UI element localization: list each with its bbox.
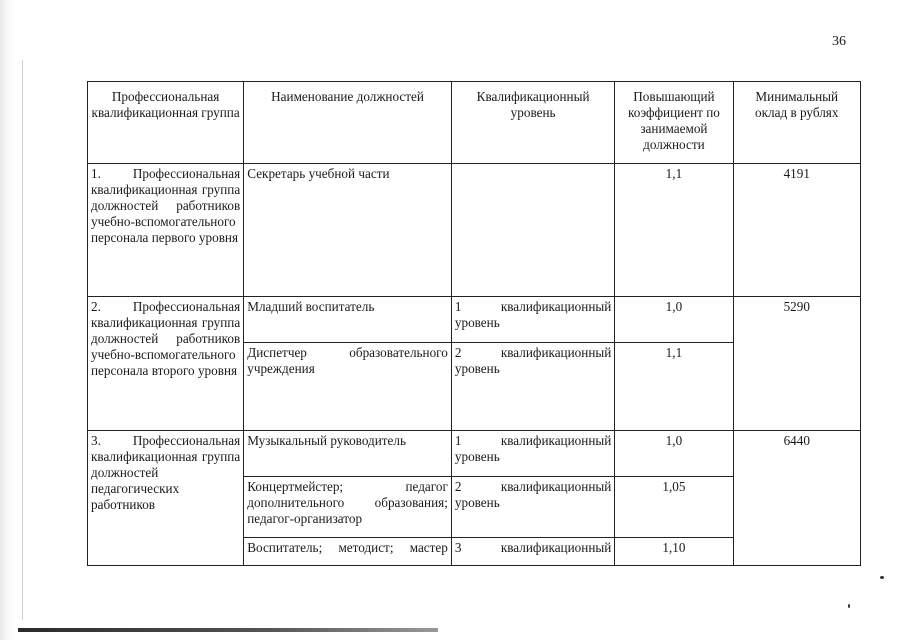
level-tail: уровень [454,448,500,464]
position-name [244,537,452,565]
header-coefficient: Повышающий коэффициент по занимаемой должности [615,82,733,164]
level-word: квалификационный [500,432,612,448]
page-number: 36 [832,34,846,49]
salary: 4191 [733,163,860,296]
level-tail: уровень [454,360,500,376]
level-number: 3 [454,539,462,555]
header-row [88,82,861,164]
group-label: 1. Профессиональная квалификационная группа должностей работников учебно-вспомогательного персонала первого уровня [88,163,244,296]
coefficient: 1,0 [615,430,733,476]
coefficient: 1,1 [615,163,733,296]
group-label: 3. Профессиональная квалификационная группа должностей педагогических работников [88,430,244,565]
scan-left-edge [0,0,14,640]
position-name: Младший воспитатель [244,297,452,342]
header-level: Квалификационный уровень [451,82,614,164]
level-number: 2 [454,344,462,360]
qualification-level [451,163,614,296]
position-name: Концертмейстер; педагог дополнительного образования; педагог-организатор [244,477,452,538]
salary-table [87,81,861,566]
scan-left-line [22,60,23,620]
header-position: Наименование должностей [244,82,452,164]
salary: 6440 [733,430,860,565]
level-word: квалификационный [500,299,612,315]
level-word: квалификационный [500,479,612,495]
table-row [88,163,861,296]
position-part: Воспитатель; [247,539,323,555]
scan-bottom-bar [18,628,438,632]
table-row [88,297,861,342]
qualification-level [451,430,614,476]
group-label: 2. Профессиональная квалификационная группа должностей работников учебно-вспомогательного персонала второго уровня [88,297,244,430]
position-name: Музыкальный руководитель [244,430,452,476]
qualification-level [451,342,614,430]
salary: 5290 [733,297,860,430]
position-name: Диспетчер образовательного учреждения [244,342,452,430]
header-group: Профессиональная квалификационная группа [88,82,244,164]
table-row [88,430,861,476]
level-number: 1 [454,299,462,315]
level-number: 1 [454,432,462,448]
position-part: методист; [338,539,394,555]
position-part: мастер [409,539,448,555]
level-tail: уровень [454,315,500,331]
qualification-level [451,477,614,538]
level-number: 2 [454,479,462,495]
coefficient: 1,10 [615,537,733,565]
qualification-level [451,297,614,342]
level-tail: уровень [454,495,500,511]
header-salary: Минимальный оклад в рублях [733,82,860,164]
coefficient: 1,05 [615,477,733,538]
coefficient: 1,1 [615,342,733,430]
scan-speck [848,604,850,608]
level-word: квалификационный [500,539,612,555]
qualification-level [451,537,614,565]
position-name: Секретарь учебной части [244,163,452,296]
scan-speck [880,576,884,579]
level-word: квалификационный [500,344,612,360]
coefficient: 1,0 [615,297,733,342]
